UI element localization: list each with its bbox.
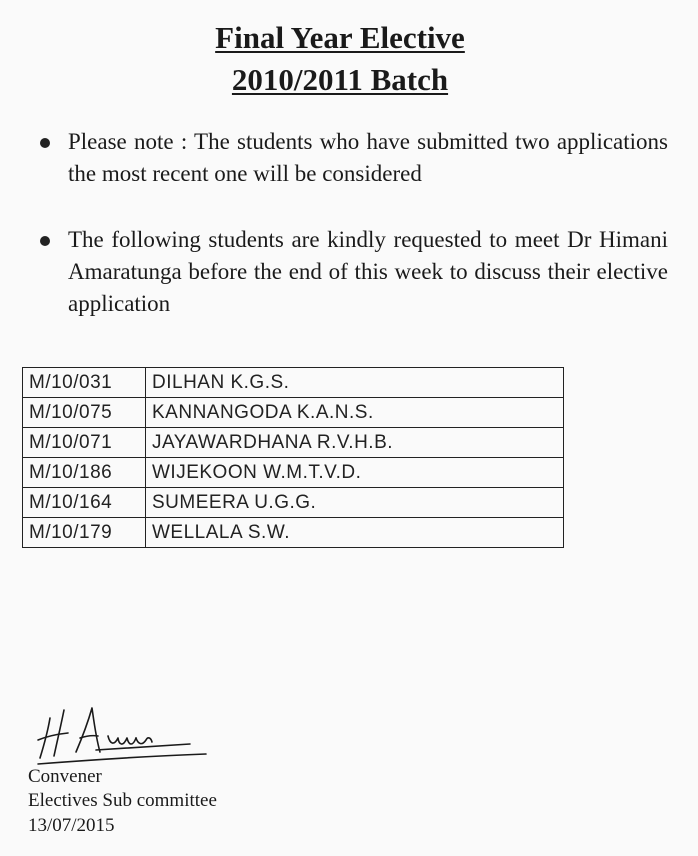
registration-number: M/10/186 xyxy=(23,458,146,488)
registration-number: M/10/071 xyxy=(23,428,146,458)
registration-number: M/10/179 xyxy=(23,518,146,548)
student-name: WIJEKOON W.M.T.V.D. xyxy=(146,458,564,488)
table-row xyxy=(23,428,564,458)
student-name: JAYAWARDHANA R.V.H.B. xyxy=(146,428,564,458)
handwritten-signature xyxy=(30,700,220,770)
registration-number: M/10/031 xyxy=(23,368,146,398)
table-row xyxy=(23,518,564,548)
bullet-text: The following students are kindly requested to meet Dr Himani Amaratunga before the end of this week to discuss their elective application xyxy=(68,227,668,316)
bullet-note xyxy=(40,126,668,190)
student-name: WELLALA S.W. xyxy=(146,518,564,548)
bullet-dot-icon xyxy=(40,138,50,148)
committee-label: Electives Sub committee xyxy=(28,790,217,811)
student-name: KANNANGODA K.A.N.S. xyxy=(146,398,564,428)
document-subtitle: 2010/2011 Batch xyxy=(231,62,449,97)
registration-number: M/10/075 xyxy=(23,398,146,428)
convener-label: Convener xyxy=(28,766,102,787)
table-row xyxy=(23,488,564,518)
table-row xyxy=(23,458,564,488)
student-name: DILHAN K.G.S. xyxy=(146,368,564,398)
bullet-text: Please note : The students who have submitted two applications the most recent one will be considered xyxy=(68,129,668,186)
table-row xyxy=(23,398,564,428)
registration-number: M/10/164 xyxy=(23,488,146,518)
document-date: 13/07/2015 xyxy=(28,815,115,836)
students-table xyxy=(22,367,564,548)
bullet-dot-icon xyxy=(40,236,50,246)
student-name: SUMEERA U.G.G. xyxy=(146,488,564,518)
bullet-request xyxy=(40,224,668,320)
table-row xyxy=(23,368,564,398)
document-title: Final Year Elective xyxy=(215,20,465,55)
